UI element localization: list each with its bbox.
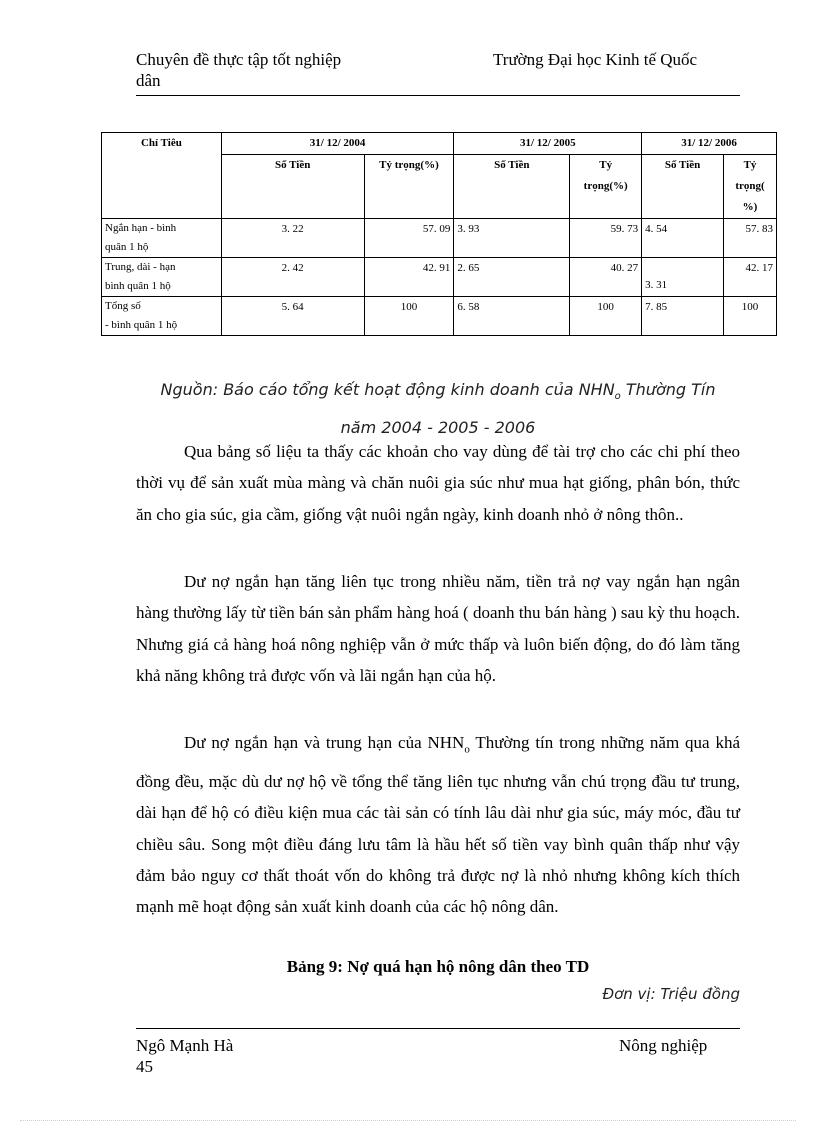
- subheader-amount-2006: Số Tiền: [642, 155, 724, 219]
- cell-share-2004: 57. 09: [364, 219, 454, 258]
- table-caption: Bảng 9: Nợ quá hạn hộ nông dân theo TD: [286, 957, 590, 976]
- subheader-share-2004: Tỷ trọng(%): [364, 155, 454, 219]
- cell-share-2005: 59. 73: [570, 219, 642, 258]
- header-course-title: Chuyên đề thực tập tốt nghiệp: [136, 50, 342, 69]
- header-university-continued: dân: [136, 71, 161, 90]
- footer-department: Nông nghiệp: [619, 1036, 708, 1055]
- footer-author: Ngô Mạnh Hà: [136, 1036, 234, 1055]
- source-line-1: Nguồn: Báo cáo tổng kết hoạt động kinh doanh của $NHN_o$ Thường Tín: [160, 380, 716, 403]
- cell-share-2006: 42. 17: [724, 258, 777, 297]
- cell-share-2004: 100: [364, 297, 454, 336]
- table-row: [102, 258, 777, 297]
- cell-amount-2006: 7. 85: [642, 297, 724, 336]
- table-row: [102, 297, 777, 336]
- cell-amount-2005: 6. 58: [454, 297, 570, 336]
- row-label-total: Tổng số - bình quân 1 hộ: [102, 297, 222, 336]
- page-bottom-divider: [20, 1120, 796, 1121]
- page-footer: [136, 1028, 740, 1076]
- body-paragraph-2: Dư nợ ngắn hạn tăng liên tục trong nhiều năm, tiền trả nợ vay ngắn hạn ngân hàng thường lấy từ tiền bán sản phẩm hàng hoá ( doanh thu bán hàng ) sau kỳ thu hoạch. Nhưng giá cả hàng hoá nông nghiệp vẫn ở mức thấp và luôn biến động, do đó làm tăng khả năng không trả được vốn và lãi ngắn hạn của hộ.: [136, 572, 740, 686]
- source-line-2: năm 2004 - 2005 - 2006: [340, 418, 536, 438]
- cell-amount-2005: 2. 65: [454, 258, 570, 297]
- cell-share-2005: 40. 27: [570, 258, 642, 297]
- table-source-note: [136, 374, 740, 443]
- column-header-2004: 31/ 12/ 2004: [221, 133, 454, 155]
- cell-amount-2005: 3. 93: [454, 219, 570, 258]
- cell-amount-2004: 3. 22: [221, 219, 364, 258]
- row-label-medium-long-term: Trung, dài - hạn bình quân 1 hộ: [102, 258, 222, 297]
- unit-note: Đơn vị: Triệu đồng: [602, 985, 740, 1003]
- table-row: [102, 219, 777, 258]
- subheader-amount-2004: Số Tiền: [221, 155, 364, 219]
- header-university: Trường Đại học Kinh tế Quốc: [493, 50, 698, 69]
- loan-balance-table: [101, 132, 777, 336]
- cell-share-2005: 100: [570, 297, 642, 336]
- cell-share-2004: 42. 91: [364, 258, 454, 297]
- body-paragraph-3: Dư nợ ngắn hạn và trung hạn của $NHN_o$ Thường tín trong những năm qua khá đồng đều, mặc dù dư nợ hộ về tổng thể tăng liên tục nhưng vẫn chú trọng đầu tư trung, dài hạn để hộ có điều kiện mua các tài sản có tính lâu dài như gia súc, máy móc, đầu tư chiều sâu. Song một điều đáng lưu tâm là hầu hết số tiền vay bình quân thấp như vậy đảm bảo nguy cơ thất thoát vốn do không trả được nợ là nhỏ nhưng không kích thích mạnh mẽ hoạt động sản xuất kinh doanh của các hộ nông dân.: [136, 733, 741, 917]
- row-label-short-term: Ngắn hạn - bình quân 1 hộ: [102, 219, 222, 258]
- cell-share-2006: 100: [724, 297, 777, 336]
- column-header-2006: 31/ 12/ 2006: [642, 133, 777, 155]
- column-header-2005: 31/ 12/ 2005: [454, 133, 642, 155]
- cell-share-2006: 57. 83: [724, 219, 777, 258]
- table-header-row-years: [102, 133, 777, 155]
- cell-amount-2006: 4. 54: [642, 219, 724, 258]
- subheader-share-2006: Tỷ trọng( %): [724, 155, 777, 219]
- cell-amount-2006: 3. 31: [642, 258, 724, 297]
- page-header: [136, 49, 740, 96]
- cell-amount-2004: 5. 64: [221, 297, 364, 336]
- body-paragraph-1: Qua bảng số liệu ta thấy các khoản cho vay dùng để tài trợ cho các chi phí theo thời vụ để sản xuất mùa màng và chăn nuôi gia súc như mua hạt giống, phân bón, thức ăn cho gia súc, gia cầm, giống vật nuôi ngắn ngày, kinh doanh nhỏ ở nông thôn..: [136, 442, 740, 524]
- subheader-amount-2005: Số Tiền: [454, 155, 570, 219]
- page-number: 45: [136, 1057, 153, 1076]
- subheader-share-2005: Tỷ trọng(%): [570, 155, 642, 219]
- cell-amount-2004: 2. 42: [221, 258, 364, 297]
- column-header-indicator: Chỉ Tiêu: [102, 133, 222, 219]
